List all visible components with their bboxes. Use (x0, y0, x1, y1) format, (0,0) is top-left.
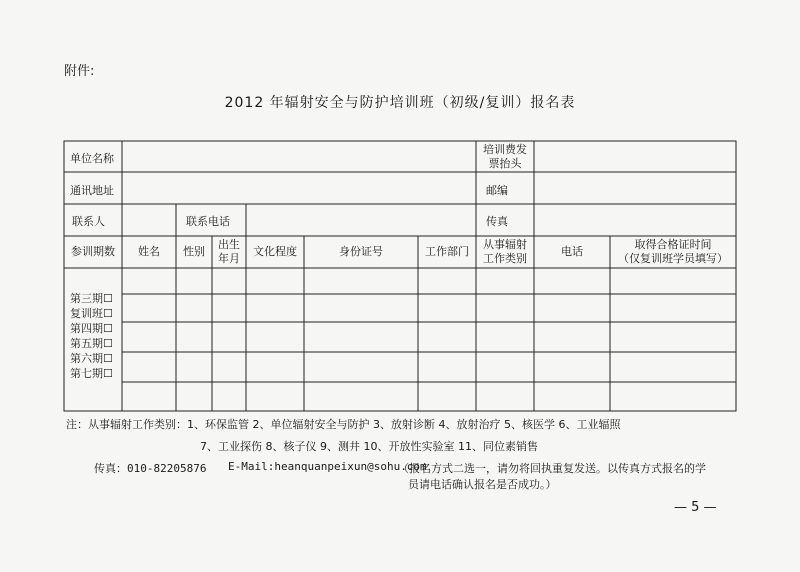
col-cert-time: 取得合格证时间 （仅复训班学员填写） (618, 238, 728, 265)
col-session: 参训期数 (71, 245, 115, 258)
note-line-1: 注：从事辐射工作类别：1、环保监管 2、单位辐射安全与防护 3、放射诊断 4、放射治疗 5、核医学 6、工业辐照 (66, 418, 621, 431)
note-line-2: 7、工业探伤 8、核子仪 9、测井 10、开放性实验室 11、同位素销售 (200, 440, 538, 453)
session-option[interactable]: 复训班☐ (70, 307, 113, 320)
col-id-number: 身份证号 (339, 245, 383, 258)
col-phone: 电话 (561, 245, 583, 258)
fax-number: 010-82205876 (127, 462, 207, 475)
col-department: 工作部门 (425, 245, 469, 258)
col-work-type: 从事辐射 工作类别 (483, 238, 527, 265)
col-gender: 性别 (183, 245, 205, 258)
address-label: 通讯地址 (70, 184, 114, 197)
instruction-line-2: 员请电话确认报名是否成功。） (408, 478, 557, 491)
postcode-label: 邮编 (486, 184, 508, 197)
attachment-label: 附件: (64, 64, 95, 79)
page-number: — 5 — (674, 500, 717, 515)
email-address[interactable]: heanquanpeixun@sohu.com (274, 460, 427, 473)
instruction-line-1: （报名方式二选一，请勿将回执重复发送。以传真方式报名的学 (398, 462, 706, 475)
session-option[interactable]: 第五期☐ (70, 337, 113, 350)
invoice-title-label: 培训费发 票抬头 (483, 143, 527, 170)
session-option[interactable]: 第七期☐ (70, 367, 113, 380)
session-option[interactable]: 第四期☐ (70, 322, 113, 335)
fax-label: 传真 (486, 215, 508, 228)
session-option[interactable]: 第三期☐ (70, 292, 113, 305)
fax-info-label: 传真： (94, 462, 127, 475)
email-info (228, 460, 427, 473)
form-title: 2012 年辐射安全与防护培训班（初级/复训）报名表 (224, 95, 576, 111)
col-name: 姓名 (138, 245, 160, 258)
col-education: 文化程度 (253, 245, 297, 258)
contact-label: 联系人 (72, 215, 105, 228)
fax-info (94, 460, 206, 476)
unit-name-label: 单位名称 (70, 152, 114, 165)
col-birth: 出生 年月 (218, 238, 240, 265)
session-option[interactable]: 第六期☐ (70, 352, 113, 365)
contact-phone-label: 联系电话 (186, 215, 230, 228)
email-label: E-Mail: (228, 460, 275, 473)
